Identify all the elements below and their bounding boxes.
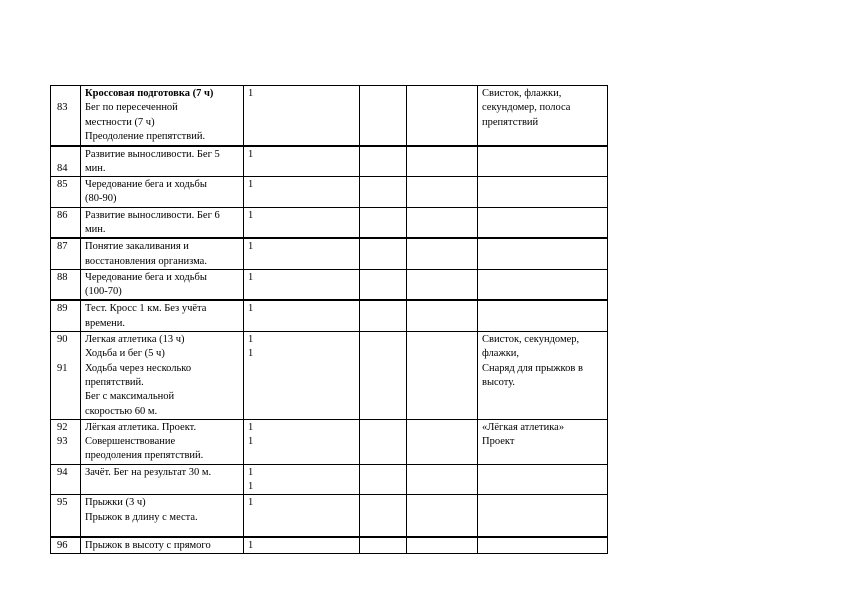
equipment-cell [478,86,608,146]
lesson-topic-cell-line: Понятие закаливания и [85,241,189,253]
empty-cell [360,537,407,554]
hours-cell-line: 1 [248,209,254,221]
table-row [51,207,608,238]
lesson-topic-cell-line: Ходьба через несколько [85,362,192,374]
table-row [51,464,608,495]
lesson-topic-cell [81,537,244,554]
lesson-number-cell [51,207,81,238]
hours-cell [244,146,360,177]
lesson-topic-cell [81,495,244,537]
lesson-topic-cell-line: преодоления препятствий. [85,450,204,462]
lesson-number-cell-line [57,148,76,162]
hours-cell [244,269,360,300]
lesson-topic-cell-line: Совершенствование [85,436,176,448]
equipment-cell-line: секундомер, полоса [482,102,571,114]
equipment-cell [478,269,608,300]
equipment-cell [478,332,608,420]
lesson-topic-cell-line: Развитие выносливости. Бег 6 [85,209,220,221]
hours-cell [244,332,360,420]
table-row [51,300,608,331]
hours-cell [244,464,360,495]
hours-cell-line: 1 [248,241,254,253]
empty-cell [360,207,407,238]
empty-cell [407,146,478,177]
lesson-number-cell-line: 86 [57,209,68,221]
lesson-topic-cell [81,464,244,495]
lesson-topic-cell-line: Чередование бега и ходьбы [85,271,207,283]
table-row [51,177,608,208]
lesson-number-cell-line: 88 [57,271,68,283]
hours-cell-line: 1 [248,436,254,448]
lesson-topic-cell [81,269,244,300]
lesson-number-cell [51,146,81,177]
lesson-topic-cell-line: Прыжок в высоту с прямого [85,539,211,551]
lesson-topic-cell-line: препятствий. [85,376,144,388]
empty-cell [407,86,478,146]
equipment-cell [478,177,608,208]
lesson-topic-cell-line: Преодоление препятствий. [85,130,206,142]
lesson-topic-cell-line: Лёгкая атлетика. Проект. [85,421,197,433]
hours-cell-line: 1 [248,348,254,360]
lesson-number-cell-line: 85 [57,179,68,191]
table-row [51,238,608,269]
lesson-topic-cell-line: восстановления организма. [85,255,207,267]
empty-cell [360,86,407,146]
empty-cell [407,269,478,300]
hours-cell-line: 1 [248,421,254,433]
empty-cell [360,177,407,208]
lesson-topic-cell-line: Развитие выносливости. Бег 5 [85,148,220,160]
equipment-cell [478,238,608,269]
lesson-topic-cell-line: времени. [85,317,126,329]
hours-cell [244,177,360,208]
lesson-topic-cell-line: Бег по пересеченной [85,102,178,114]
hours-cell-line: 1 [248,303,254,315]
lesson-topic-cell-line: Ходьба и бег (5 ч) [85,348,165,360]
empty-cell [407,238,478,269]
empty-cell [407,495,478,537]
empty-cell [407,419,478,464]
empty-cell [360,495,407,537]
lesson-topic-cell-line: Зачёт. Бег на результат 30 м. [85,466,212,478]
lesson-number-cell-line: 94 [57,466,68,478]
lesson-number-cell [51,537,81,554]
hours-cell-line: 1 [248,497,254,509]
equipment-cell-line: флажки, [482,348,520,360]
lesson-number-cell-line: 87 [57,241,68,253]
lesson-topic-cell-line: Легкая атлетика (13 ч) [85,334,185,346]
hours-cell [244,537,360,554]
lesson-number-cell-line: 91 [57,362,68,374]
hours-cell [244,207,360,238]
hours-cell [244,419,360,464]
lesson-number-cell [51,464,81,495]
lesson-topic-cell-line: Прыжок в длину с места. [85,511,198,523]
equipment-cell [478,300,608,331]
equipment-cell-line: Свисток, секундомер, [482,334,580,346]
table-row [51,332,608,420]
lesson-topic-cell [81,332,244,420]
lesson-topic-cell [81,419,244,464]
equipment-cell [478,146,608,177]
lesson-topic-cell [81,300,244,331]
table-row [51,146,608,177]
lesson-number-cell [51,177,81,208]
lesson-number-cell-line: 96 [57,539,68,551]
equipment-cell [478,537,608,554]
hours-cell-line: 1 [248,148,254,160]
lesson-topic-cell-line: Чередование бега и ходьбы [85,179,207,191]
hours-cell [244,300,360,331]
hours-cell-line: 1 [248,179,254,191]
lesson-topic-cell [81,86,244,146]
lesson-number-cell-line [57,347,76,361]
hours-cell [244,495,360,537]
hours-cell-line: 1 [248,334,254,346]
lesson-topic-cell-line: скоростью 60 м. [85,405,158,417]
equipment-cell [478,495,608,537]
table-row [51,269,608,300]
empty-cell [407,332,478,420]
lesson-plan-body [51,86,608,554]
lesson-number-cell [51,238,81,269]
lesson-number-cell-line: 83 [57,102,68,114]
lesson-number-cell [51,419,81,464]
hours-cell [244,86,360,146]
lesson-topic-cell-line: (80-90) [85,193,117,205]
empty-cell [407,207,478,238]
lesson-number-cell-line [57,87,76,101]
empty-cell [407,464,478,495]
lesson-number-cell [51,332,81,420]
hours-cell-line: 1 [248,539,254,551]
table-row [51,86,608,146]
lesson-topic-cell-line: Прыжки (3 ч) [85,497,146,509]
table-row [51,419,608,464]
equipment-cell-line: Проект [482,436,515,448]
table-row [51,495,608,537]
equipment-cell [478,207,608,238]
lesson-number-cell-line: 89 [57,303,68,315]
hours-cell [244,238,360,269]
equipment-cell [478,419,608,464]
hours-cell-line: 1 [248,88,254,99]
lesson-number-cell-line: 90 [57,334,68,346]
lesson-topic-cell-line: Тест. Кросс 1 км. Без учёта [85,303,207,315]
hours-cell-line: 1 [248,271,254,283]
empty-cell [360,300,407,331]
equipment-cell-line: «Лёгкая атлетика» [482,421,565,433]
empty-cell [407,537,478,554]
lesson-topic-cell [81,146,244,177]
lesson-number-cell [51,495,81,537]
lesson-topic-cell-line: мин. [85,162,106,174]
lesson-number-cell [51,86,81,146]
equipment-cell-line: препятствий [482,116,539,128]
lesson-number-cell [51,300,81,331]
table-row [51,537,608,554]
lesson-number-cell-line: 92 [57,421,68,433]
lesson-topic-cell [81,207,244,238]
lesson-topic-cell [81,177,244,208]
lesson-topic-cell [81,238,244,269]
lesson-number-cell-line: 84 [57,162,68,174]
empty-cell [360,332,407,420]
equipment-cell-line: Свисток, флажки, [482,88,562,99]
empty-cell [360,464,407,495]
empty-cell [360,419,407,464]
lesson-number-cell [51,269,81,300]
equipment-cell-line: высоту. [482,376,516,388]
equipment-cell [478,464,608,495]
empty-cell [360,269,407,300]
empty-cell [407,177,478,208]
lesson-topic-cell-line: Бег с максимальной [85,391,175,403]
lesson-topic-cell-line: Кроссовая подготовка (7 ч) [85,88,214,99]
empty-cell [407,300,478,331]
empty-cell [360,146,407,177]
empty-cell [360,238,407,269]
equipment-cell-line: Снаряд для прыжков в [482,362,583,374]
lesson-number-cell-line: 95 [57,497,68,509]
lesson-topic-cell-line: местности (7 ч) [85,116,155,128]
hours-cell-line: 1 [248,466,254,478]
lesson-plan-table [50,85,608,554]
lesson-topic-cell-line: мин. [85,223,106,235]
hours-cell-line: 1 [248,481,254,493]
lesson-number-cell-line: 93 [57,436,68,448]
lesson-topic-cell-line: (100-70) [85,286,122,298]
